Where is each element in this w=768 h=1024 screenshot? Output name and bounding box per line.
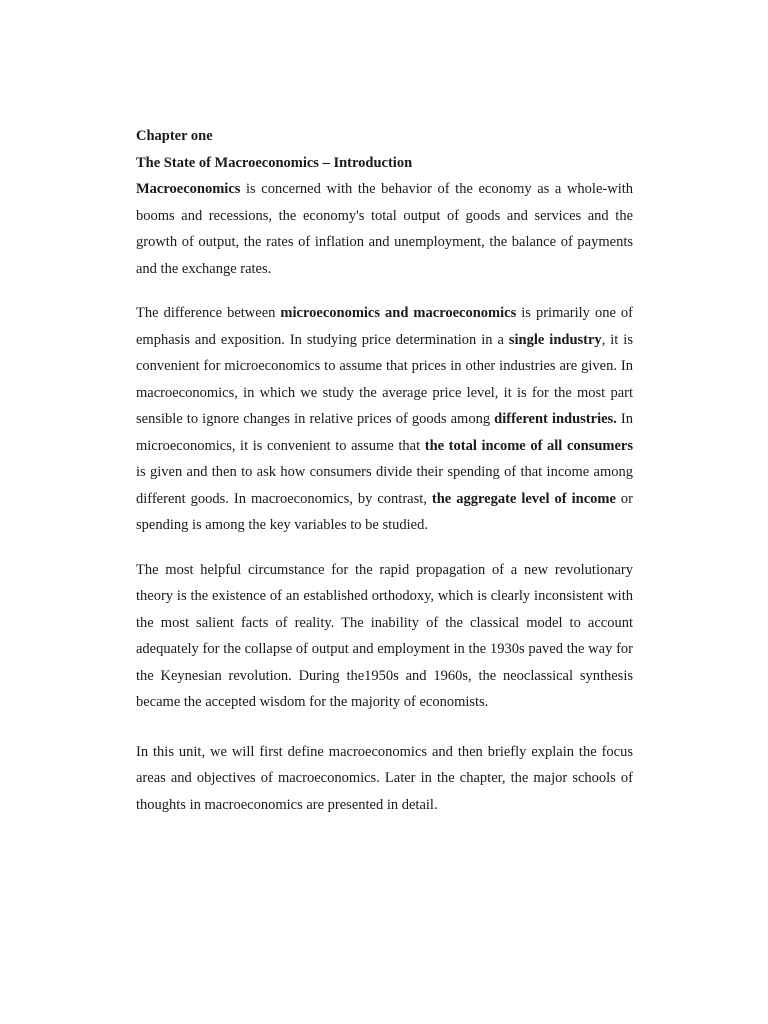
paragraph-2-segment: The difference between: [136, 305, 281, 321]
paragraph-2-segment: or spending is among the key variables to be studied.: [136, 490, 633, 533]
paragraph-3: [136, 557, 633, 716]
paragraph-2-segment: is given and then to ask how consumers divide their spending of that income among different goods. In macroeconomics, by contrast,: [136, 464, 633, 507]
paragraph-2-segment: , it is convenient for microeconomics to assume that prices in other industries are given. In macroeconomics, in which we study the average price level, it is for the most part sensible to ignore changes in relative prices of goods among: [136, 331, 633, 427]
paragraph-2-segment: In microeconomics, it is convenient to assume that: [136, 411, 633, 454]
chapter-label: Chapter one: [136, 128, 213, 144]
chapter-title: The State of Macroeconomics – Introduction: [136, 154, 413, 171]
paragraph-2: [136, 300, 633, 539]
paragraph-1-segment: is concerned with the behavior of the economy as a whole-with booms and recessions, the economy's total output of goods and services and the growth of output, the rates of inflation and unemployment, the balance of payments and the exchange rates.: [136, 181, 633, 277]
paragraph-1-segment: Macroeconomics: [136, 181, 241, 197]
document-page: [136, 123, 633, 818]
paragraph-2-segment: different industries.: [494, 411, 617, 427]
paragraph-4: [136, 739, 633, 819]
paragraph-4-segment: In this unit, we will first define macroeconomics and then briefly explain the focus areas and objectives of macroeconomics. Later in the chapter, the major schools of thoughts in macroeconomics are presented in detail.: [136, 743, 633, 813]
paragraph-2-segment: the total income of all consumers: [424, 437, 633, 454]
paragraph-2-segment: microeconomics and macroeconomics: [280, 305, 517, 321]
paragraph-2-segment: the aggregate level of income: [431, 490, 616, 507]
paragraph-3-segment: The most helpful circumstance for the rapid propagation of a new revolutionary theory is the existence of an established orthodoxy, which is clearly inconsistent with the most salient facts of reality. The inability of the classical model to account adequately for the collapse of output and employment in the 1930s paved the way for the Keynesian revolution. During the1950s and 1960s, the neoclassical synthesis became the accepted wisdom for the majority of economists.: [136, 561, 633, 710]
paragraph-1: [136, 176, 633, 282]
paragraph-2-segment: single industry: [508, 331, 602, 348]
paragraph-2-segment: is primarily one of emphasis and exposition. In studying price determination in a: [136, 305, 633, 348]
